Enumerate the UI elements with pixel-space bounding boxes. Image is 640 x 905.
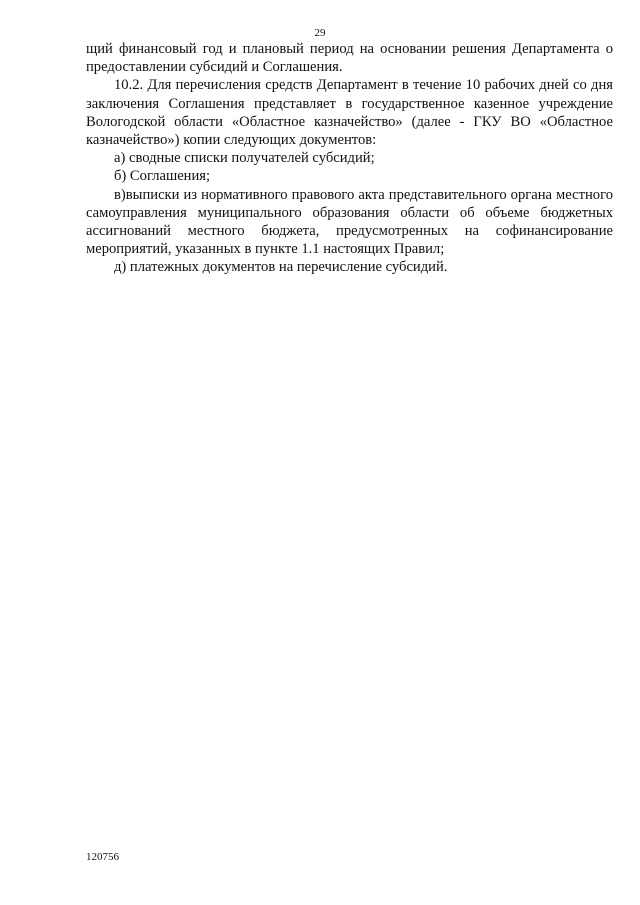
list-item-a: а) сводные списки получателей субсидий; xyxy=(114,150,375,167)
footer-code: 120756 xyxy=(86,851,119,863)
list-item-b: б) Соглашения; xyxy=(114,168,211,185)
page-number: 29 xyxy=(314,27,326,39)
paragraph-continuation: щий финансовый год и плановый период на основании решения Департамента о предоставлении субсидий и Соглашения. xyxy=(86,41,613,76)
paragraph-10-2: 10.2. Для перечисления средств Департамент в течение 10 рабочих дней со дня заключения Соглашения представляет в государственное казенное учреждение Вологодской области «Областное казначейство» (далее - ГКУ ВО «Областное казначейство») копии следующих документов: xyxy=(86,77,613,149)
document-body xyxy=(86,40,613,277)
list-item-v: в)выписки из нормативного правового акта представительного органа местного самоуправления муниципального образования области об объеме бюджетных ассигнований местного бюджета, предусмотренных на софинансирование мероприятий, указанных в пункте 1.1 настоящих Правил; xyxy=(86,186,613,258)
list-item-d: д) платежных документов на перечисление субсидий. xyxy=(114,259,448,276)
